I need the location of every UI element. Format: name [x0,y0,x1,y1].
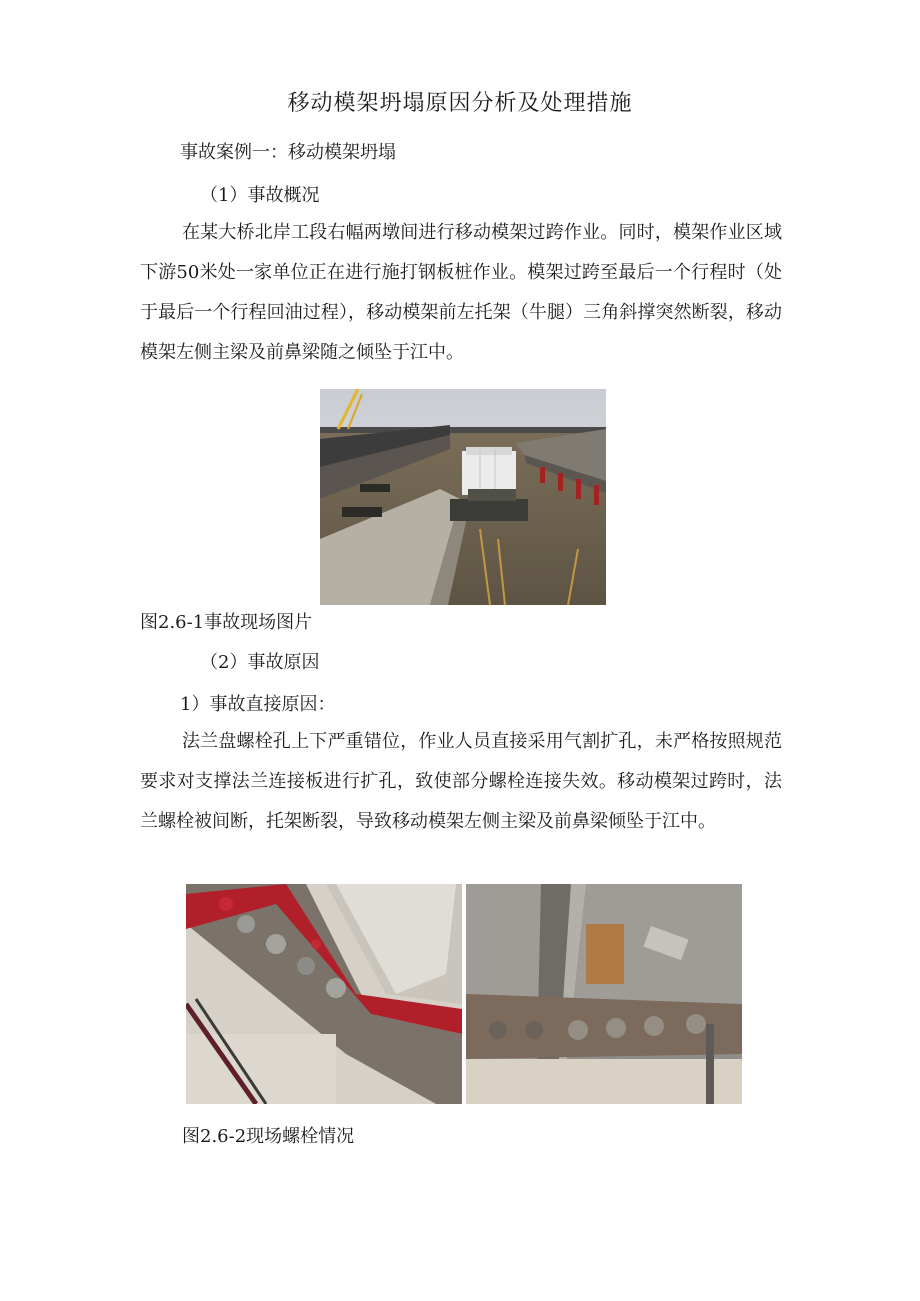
direct-cause-paragraph: 法兰盘螺栓孔上下严重错位，作业人员直接采用气割扩孔，未严格按照规范要求对支撑法兰连接板进行扩孔，致使部分螺栓连接失效。移动模架过跨时，法兰螺栓被间断，托架断裂，导致移动模架左侧主梁及前鼻梁倾坠于江中。 [140,731,782,832]
subsection-heading-direct-cause: 1）事故直接原因： [180,694,336,715]
page-title: 移动模架坍塌原因分析及处理措施 [287,91,633,116]
section-heading-overview: （1）事故概况 [200,185,320,206]
bolt-condition-photo [186,884,742,1104]
overview-paragraph: 在某大桥北岸工段右幅两墩间进行移动模架过跨作业。同时，模架作业区域下游50米处一家单位正在进行施打钢板桩作业。模架过跨至最后一个行程时（处于最后一个行程回油过程），移动模架前左托架（牛腿）三角斜撑突然断裂，移动模架左侧主梁及前鼻梁随之倾坠于江中。 [140,222,782,363]
section-heading-causes: （2）事故原因 [200,652,320,673]
accident-scene-photo [320,389,606,605]
case-heading: 事故案例一：移动模架坍塌 [180,142,396,163]
figure1-caption: 图2.6-1事故现场图片 [140,612,313,633]
figure2-caption: 图2.6-2现场螺栓情况 [182,1126,355,1147]
